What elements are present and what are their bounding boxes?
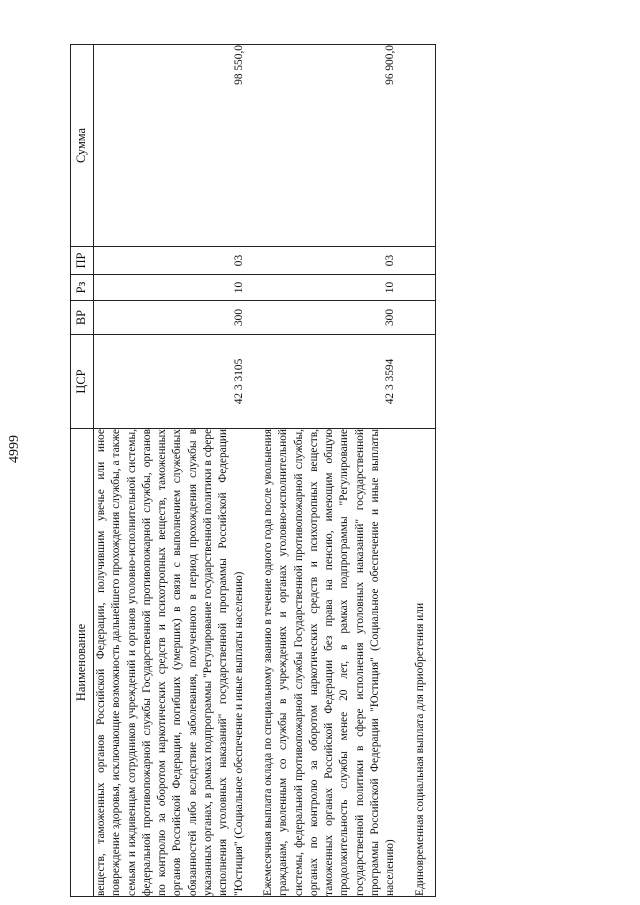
row-name: веществ, таможенных органов Российской Федерации, получившим увечье или иное повреждение здоровья, исключающие возможность дальнейшего прохождения службы, а также семьям и иждивенцам сотрудников учреждений и органов уголовно-исполнительной системы, федеральной противопожарной службы Государственной противопожарной службы, органов по контролю за оборотом наркотических средств и психотропных веществ, таможенных органов Российской Федерации, погибших (умерших) в связи с выполнением служебных обязанностей либо вследствие заболевания, полученного в период прохождения службы в указанных органах, в рамках подпрограммы "Регулирование государственной политики в сфере исполнения уголовных наказаний" государственной программы Российской Федерации "Юстиция" (Социальное обеспечение и иные выплаты населению): [94, 429, 247, 897]
row-pr: 03: [94, 247, 247, 275]
page-number: 4999: [7, 435, 22, 463]
table-header-row: [71, 45, 94, 897]
row-vr: [399, 301, 436, 335]
row-rz: 10: [247, 275, 399, 301]
row-rz: [399, 275, 436, 301]
row-vr: 300: [247, 301, 399, 335]
row-pr: [399, 247, 436, 275]
row-csr: 42 3 3105: [94, 335, 247, 429]
row-csr: 42 3 3594: [247, 335, 399, 429]
row-sum: 96 900,0: [247, 45, 399, 247]
row-pr: 03: [247, 247, 399, 275]
table-row: [94, 45, 247, 897]
row-vr: 300: [94, 301, 247, 335]
header-name: Наименование: [71, 429, 94, 897]
header-vr: ВР: [71, 301, 94, 335]
row-name: Единовременная социальная выплата для приобретения или: [399, 429, 436, 897]
header-sum: Сумма: [71, 45, 94, 247]
row-rz: 10: [94, 275, 247, 301]
row-csr: [399, 335, 436, 429]
row-name: Ежемесячная выплата оклада по специальному званию в течение одного года после увольнения гражданам, уволенным со службы в учреждениях и органах уголовно-исполнительной системы, федеральной противопожарной службы Государственной противопожарной службы, органах по контролю за оборотом наркотических средств и психотропных веществ, таможенных органах Российской Федерации без права на пенсию, имеющим общую продолжительность службы менее 20 лет, в рамках подпрограммы "Регулирование государственной политики в сфере исполнения уголовных наказаний" государственной программы Российской Федерации "Юстиция" (Социальное обеспечение и иные выплаты населению): [247, 429, 399, 897]
header-csr: ЦСР: [71, 335, 94, 429]
budget-table: [70, 44, 436, 897]
table-row: [247, 45, 399, 897]
header-rz: Рз: [71, 275, 94, 301]
table-row: [399, 45, 436, 897]
row-sum: [399, 45, 436, 247]
header-pr: ПР: [71, 247, 94, 275]
row-sum: 98 550,0: [94, 45, 247, 247]
